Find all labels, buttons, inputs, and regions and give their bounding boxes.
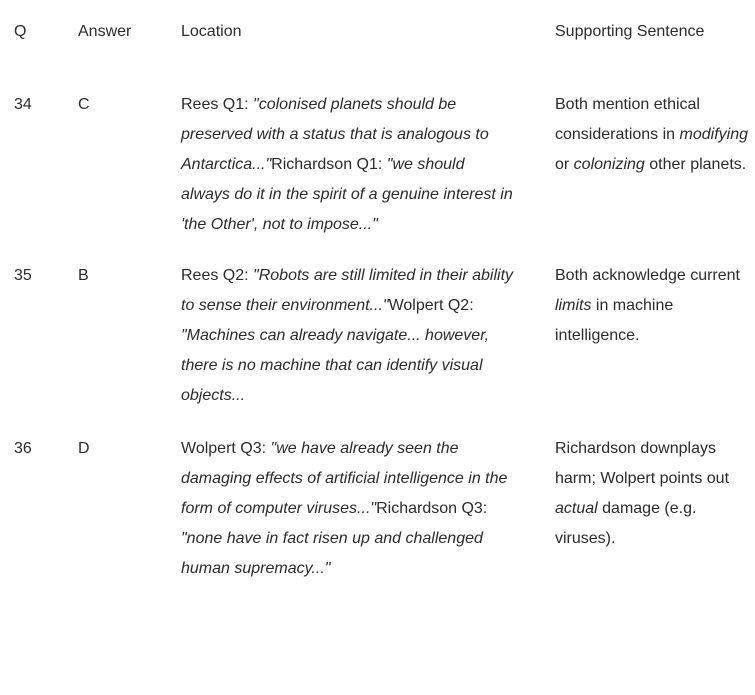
location-segment: Richardson Q3: xyxy=(376,500,488,517)
support-segment: or xyxy=(555,156,574,173)
location-text xyxy=(181,434,555,584)
support-emphasis: modifying xyxy=(679,126,748,143)
table-header xyxy=(0,0,741,61)
location-segment: Wolpert Q3: xyxy=(181,440,271,457)
answer-letter: C xyxy=(78,96,90,113)
question-number: 35 xyxy=(14,267,32,284)
header-answer: Answer xyxy=(78,23,132,40)
location-segment: Richardson Q1: xyxy=(271,156,387,173)
location-segment: Wolpert Q2: xyxy=(388,297,474,314)
support-emphasis: actual xyxy=(555,500,598,517)
support-emphasis: colonizing xyxy=(573,156,645,173)
support-emphasis: limits xyxy=(555,297,592,314)
supporting-sentence xyxy=(555,261,755,411)
location-quote: "none have in fact risen up and challenged human supremacy..." xyxy=(181,530,483,577)
supporting-sentence xyxy=(555,434,755,584)
table-row xyxy=(0,261,741,411)
location-segment: Rees Q2: xyxy=(181,267,254,284)
support-segment: Both acknowledge current xyxy=(555,267,740,284)
location-quote: "we have already seen the damaging effects of artificial intelligence in the form of computer viruses..." xyxy=(181,440,508,517)
question-number: 36 xyxy=(14,440,32,457)
location-text xyxy=(181,261,555,411)
support-segment: Both mention ethical considerations in xyxy=(555,96,700,143)
support-segment: damage (e.g. viruses). xyxy=(555,500,697,547)
question-number: 34 xyxy=(14,96,32,113)
location-segment: Rees Q1: xyxy=(181,96,254,113)
answer-letter: D xyxy=(78,440,90,457)
header-location: Location xyxy=(181,23,242,40)
support-segment: Richardson downplays harm; Wolpert points out xyxy=(555,440,730,487)
location-quote: "Robots are still limited in their ability to sense their environment..." xyxy=(181,267,514,314)
location-quote: "we should always do it in the spirit of a genuine interest in 'the Other', not to impose..." xyxy=(181,156,513,233)
header-supporting-sentence: Supporting Sentence xyxy=(555,23,705,40)
support-segment: other planets. xyxy=(644,156,747,173)
table-row xyxy=(0,434,741,584)
location-text xyxy=(181,90,555,240)
supporting-sentence xyxy=(555,90,755,240)
answer-letter: B xyxy=(78,267,89,284)
location-quote: "Machines can already navigate... however, there is no machine that can identify visual objects... xyxy=(181,327,490,404)
location-quote: "colonised planets should be preserved with a status that is analogous to Antarctica..." xyxy=(181,96,489,173)
support-segment: in machine intelligence. xyxy=(555,297,674,344)
header-q: Q xyxy=(14,23,27,40)
table-row xyxy=(0,90,748,240)
